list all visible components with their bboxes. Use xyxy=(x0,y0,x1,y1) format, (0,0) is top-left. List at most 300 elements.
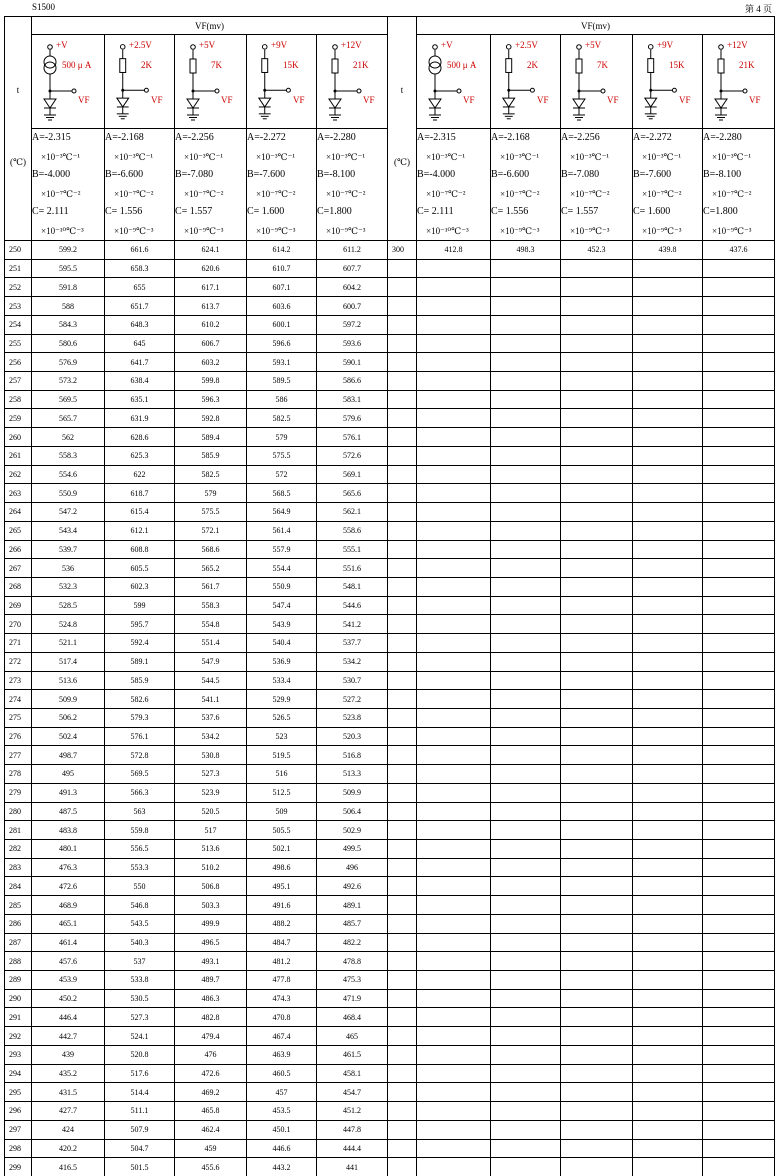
temperature-cell: 280 xyxy=(5,802,32,821)
empty-cell xyxy=(388,615,417,634)
vf-cell: 504.7 xyxy=(105,1139,175,1158)
table-row xyxy=(5,540,775,559)
empty-cell xyxy=(417,428,491,447)
vf-cell: 582.5 xyxy=(247,409,317,428)
empty-cell xyxy=(561,390,633,409)
temperature-cell: 289 xyxy=(5,971,32,990)
vf-cell: 548.1 xyxy=(317,577,388,596)
circuit-diagram xyxy=(247,35,317,129)
vf-label: VF xyxy=(293,95,305,105)
empty-cell xyxy=(417,802,491,821)
vf-cell: 617.1 xyxy=(175,278,247,297)
table-row xyxy=(5,559,775,578)
temperature-cell: 293 xyxy=(5,1045,32,1064)
coef-a: A=-2.280 xyxy=(317,132,356,143)
empty-cell xyxy=(417,484,491,503)
vf-cell: 537.7 xyxy=(317,634,388,653)
coef-b-unit: ×10⁻⁷℃⁻² xyxy=(500,188,540,199)
temperature-cell: 282 xyxy=(5,840,32,859)
vf-cell: 618.7 xyxy=(105,484,175,503)
circuit-diagram xyxy=(561,35,633,129)
empty-cell xyxy=(417,315,491,334)
vf-cell: 561.7 xyxy=(175,577,247,596)
vf-cell: 460.5 xyxy=(247,1064,317,1083)
coef-a-unit: ×10⁻³℃⁻¹ xyxy=(642,151,682,162)
coef-c: C=1.800 xyxy=(317,206,352,217)
vf-label: VF xyxy=(363,95,375,105)
vf-cell: 572.8 xyxy=(105,746,175,765)
empty-cell xyxy=(703,315,775,334)
coef-b-unit: ×10⁻⁷℃⁻² xyxy=(712,188,752,199)
vf-cell: 582.6 xyxy=(105,690,175,709)
vf-cell: 566.3 xyxy=(105,783,175,802)
vf-cell: 509.9 xyxy=(317,783,388,802)
empty-cell xyxy=(703,1045,775,1064)
vf-cell: 610.2 xyxy=(175,315,247,334)
empty-cell xyxy=(561,634,633,653)
empty-cell xyxy=(561,259,633,278)
vf-cell: 556.5 xyxy=(105,840,175,859)
empty-cell xyxy=(703,259,775,278)
empty-cell xyxy=(703,390,775,409)
temperature-cell: 253 xyxy=(5,297,32,316)
empty-cell xyxy=(703,652,775,671)
empty-cell xyxy=(388,634,417,653)
vf-cell: 624.1 xyxy=(175,241,247,260)
temperature-cell: 263 xyxy=(5,484,32,503)
circuit-diagram xyxy=(317,35,388,129)
empty-cell xyxy=(417,334,491,353)
vf-cell: 496.5 xyxy=(175,933,247,952)
vf-cell: 427.7 xyxy=(32,1102,105,1121)
vf-cell: 527.3 xyxy=(175,765,247,784)
coef-a-unit: ×10⁻³℃⁻¹ xyxy=(712,151,752,162)
vf-cell: 468.9 xyxy=(32,896,105,915)
empty-cell xyxy=(703,877,775,896)
vf-cell: 530.5 xyxy=(105,989,175,1008)
temperature-cell: 297 xyxy=(5,1120,32,1139)
empty-cell xyxy=(633,1120,703,1139)
empty-cell xyxy=(561,1083,633,1102)
temperature-cell: 296 xyxy=(5,1102,32,1121)
empty-cell xyxy=(388,727,417,746)
table-row xyxy=(5,390,775,409)
coef-a-unit: ×10⁻³℃⁻¹ xyxy=(256,151,296,162)
empty-cell xyxy=(703,596,775,615)
empty-cell xyxy=(491,1045,561,1064)
supply-label: +V xyxy=(441,40,453,50)
vf-cell: 576.1 xyxy=(317,428,388,447)
vf-cell: 499.9 xyxy=(175,914,247,933)
temperature-cell: 259 xyxy=(5,409,32,428)
empty-cell xyxy=(417,1120,491,1139)
empty-cell xyxy=(703,446,775,465)
vf-cell: 596.6 xyxy=(247,334,317,353)
empty-cell xyxy=(388,1083,417,1102)
empty-cell xyxy=(633,521,703,540)
empty-cell xyxy=(561,465,633,484)
element-label: 21K xyxy=(353,60,369,70)
vf-cell: 465.1 xyxy=(32,914,105,933)
empty-cell xyxy=(633,1064,703,1083)
empty-cell xyxy=(491,1064,561,1083)
empty-cell xyxy=(703,840,775,859)
temperature-cell: 287 xyxy=(5,933,32,952)
vf-cell: 588 xyxy=(32,297,105,316)
empty-cell xyxy=(561,521,633,540)
temperature-cell: 291 xyxy=(5,1008,32,1027)
vf-cell: 554.8 xyxy=(175,615,247,634)
vf-cell: 590.1 xyxy=(317,353,388,372)
vf-cell: 465.8 xyxy=(175,1102,247,1121)
empty-cell xyxy=(388,933,417,952)
vf-cell: 655 xyxy=(105,278,175,297)
empty-cell xyxy=(491,1008,561,1027)
vf-cell: 457 xyxy=(247,1083,317,1102)
vf-cell: 502.4 xyxy=(32,727,105,746)
vf-cell: 586 xyxy=(247,390,317,409)
temperature-cell: 274 xyxy=(5,690,32,709)
supply-label: +5V xyxy=(585,40,602,50)
vf-cell: 595.7 xyxy=(105,615,175,634)
vf-cell: 543.9 xyxy=(247,615,317,634)
vf-cell: 597.2 xyxy=(317,315,388,334)
coef-b: B=-4.000 xyxy=(417,169,456,180)
vf-cell: 530.8 xyxy=(175,746,247,765)
empty-cell xyxy=(491,503,561,522)
temperature-cell: 258 xyxy=(5,390,32,409)
empty-cell xyxy=(417,708,491,727)
vf-cell: 569.5 xyxy=(32,390,105,409)
vf-cell: 501.5 xyxy=(105,1158,175,1176)
empty-cell xyxy=(388,802,417,821)
empty-cell xyxy=(491,952,561,971)
vf-cell: 527.2 xyxy=(317,690,388,709)
vf-cell: 543.5 xyxy=(105,914,175,933)
empty-cell xyxy=(491,615,561,634)
empty-cell xyxy=(491,596,561,615)
empty-cell xyxy=(633,540,703,559)
empty-cell xyxy=(633,428,703,447)
vf-cell: 547.9 xyxy=(175,652,247,671)
vf-cell: 579.6 xyxy=(317,409,388,428)
vf-cell: 568.5 xyxy=(247,484,317,503)
header-page-number: 第 4 页 xyxy=(744,4,772,14)
vf-cell: 437.6 xyxy=(703,241,775,260)
empty-cell xyxy=(561,484,633,503)
table-row xyxy=(5,821,775,840)
table-row xyxy=(5,1027,775,1046)
vf-header-left: VF(mv) xyxy=(32,17,388,35)
vf-cell: 523.8 xyxy=(317,708,388,727)
empty-cell xyxy=(491,858,561,877)
vf-cell: 496 xyxy=(317,858,388,877)
vf-cell: 592.8 xyxy=(175,409,247,428)
vf-cell: 513.6 xyxy=(32,671,105,690)
vf-cell: 461.5 xyxy=(317,1045,388,1064)
empty-cell xyxy=(388,503,417,522)
empty-cell xyxy=(417,596,491,615)
empty-cell xyxy=(703,896,775,915)
empty-cell xyxy=(561,1102,633,1121)
empty-cell xyxy=(633,465,703,484)
empty-cell xyxy=(491,1158,561,1176)
vf-cell: 470.8 xyxy=(247,1008,317,1027)
table-row xyxy=(5,746,775,765)
coef-c-unit: ×10⁻⁹℃⁻³ xyxy=(184,225,224,236)
empty-cell xyxy=(491,540,561,559)
vf-cell: 520.8 xyxy=(105,1045,175,1064)
coef-a: A=-2.315 xyxy=(32,132,71,143)
vf-cell: 620.6 xyxy=(175,259,247,278)
element-label: 21K xyxy=(739,60,755,70)
vf-cell: 506.4 xyxy=(317,802,388,821)
header-model: S1500 xyxy=(32,2,56,12)
coef-c-unit: ×10⁻¹⁰℃⁻³ xyxy=(426,225,469,236)
coef-b-unit: ×10⁻⁷℃⁻² xyxy=(184,188,224,199)
supply-label: +2.5V xyxy=(129,40,152,50)
table-row xyxy=(5,1120,775,1139)
empty-cell xyxy=(703,1102,775,1121)
vf-table xyxy=(4,16,775,1176)
empty-cell xyxy=(633,746,703,765)
vf-cell: 524.8 xyxy=(32,615,105,634)
empty-cell xyxy=(388,914,417,933)
coef-a-unit: ×10⁻³℃⁻¹ xyxy=(500,151,540,162)
empty-cell xyxy=(633,840,703,859)
vf-cell: 553.3 xyxy=(105,858,175,877)
empty-cell xyxy=(633,877,703,896)
empty-cell xyxy=(703,615,775,634)
vf-cell: 491.3 xyxy=(32,783,105,802)
empty-cell xyxy=(388,540,417,559)
empty-cell xyxy=(633,1045,703,1064)
vf-cell: 517.4 xyxy=(32,652,105,671)
empty-cell xyxy=(561,727,633,746)
coef-b: B=-7.080 xyxy=(175,169,214,180)
vf-cell: 465 xyxy=(317,1027,388,1046)
empty-cell xyxy=(417,1158,491,1176)
empty-cell xyxy=(703,690,775,709)
vf-cell: 541.1 xyxy=(175,690,247,709)
vf-cell: 454.7 xyxy=(317,1083,388,1102)
empty-cell xyxy=(417,1102,491,1121)
table-row xyxy=(5,727,775,746)
vf-cell: 599.8 xyxy=(175,372,247,391)
empty-cell xyxy=(633,1008,703,1027)
empty-cell xyxy=(388,259,417,278)
vf-cell: 439 xyxy=(32,1045,105,1064)
vf-cell: 612.1 xyxy=(105,521,175,540)
corner-spacer xyxy=(388,17,417,35)
coef-b-unit: ×10⁻⁷℃⁻² xyxy=(114,188,154,199)
empty-cell xyxy=(561,409,633,428)
vf-cell: 487.5 xyxy=(32,802,105,821)
vf-cell: 589.1 xyxy=(105,652,175,671)
empty-cell xyxy=(561,615,633,634)
table-row xyxy=(5,765,775,784)
vf-cell: 604.2 xyxy=(317,278,388,297)
temperature-cell: 264 xyxy=(5,503,32,522)
vf-cell: 589.4 xyxy=(175,428,247,447)
temperature-cell: 284 xyxy=(5,877,32,896)
empty-cell xyxy=(491,1027,561,1046)
temperature-cell: 267 xyxy=(5,559,32,578)
vf-cell: 589.5 xyxy=(247,372,317,391)
empty-cell xyxy=(417,989,491,1008)
temperature-cell: 278 xyxy=(5,765,32,784)
coef-b: B=-8.100 xyxy=(703,169,742,180)
vf-cell: 576.1 xyxy=(105,727,175,746)
empty-cell xyxy=(417,278,491,297)
coef-a-unit: ×10⁻³℃⁻¹ xyxy=(426,151,466,162)
table-row xyxy=(5,1008,775,1027)
empty-cell xyxy=(633,821,703,840)
vf-cell: 484.7 xyxy=(247,933,317,952)
coef-c: C= 1.556 xyxy=(105,206,143,217)
supply-label: +12V xyxy=(727,40,748,50)
vf-cell: 450.2 xyxy=(32,989,105,1008)
element-label: 500 μ A xyxy=(447,60,477,70)
empty-cell xyxy=(491,840,561,859)
empty-cell xyxy=(633,971,703,990)
empty-cell xyxy=(388,428,417,447)
empty-cell xyxy=(561,577,633,596)
empty-cell xyxy=(561,559,633,578)
empty-cell xyxy=(561,1120,633,1139)
vf-cell: 424 xyxy=(32,1120,105,1139)
table-row xyxy=(5,446,775,465)
vf-cell: 573.2 xyxy=(32,372,105,391)
empty-cell xyxy=(417,896,491,915)
empty-cell xyxy=(703,933,775,952)
vf-cell: 622 xyxy=(105,465,175,484)
empty-cell xyxy=(703,989,775,1008)
vf-cell: 563 xyxy=(105,802,175,821)
empty-cell xyxy=(388,353,417,372)
empty-cell xyxy=(491,484,561,503)
vf-cell: 625.3 xyxy=(105,446,175,465)
vf-cell: 467.4 xyxy=(247,1027,317,1046)
coef-c-unit: ×10⁻¹⁰℃⁻³ xyxy=(41,225,84,236)
empty-cell xyxy=(417,634,491,653)
coef-b-unit: ×10⁻⁷℃⁻² xyxy=(642,188,682,199)
empty-cell xyxy=(417,1083,491,1102)
element-label: 2K xyxy=(527,60,538,70)
coef-c: C= 1.557 xyxy=(561,206,599,217)
table-row xyxy=(5,634,775,653)
vf-cell: 529.9 xyxy=(247,690,317,709)
empty-cell xyxy=(703,372,775,391)
empty-cell xyxy=(417,1139,491,1158)
vf-cell: 493.1 xyxy=(175,952,247,971)
temperature-cell: 300 xyxy=(388,241,417,260)
vf-cell: 517.6 xyxy=(105,1064,175,1083)
temperature-cell: 277 xyxy=(5,746,32,765)
vf-cell: 595.5 xyxy=(32,259,105,278)
vf-cell: 583.1 xyxy=(317,390,388,409)
empty-cell xyxy=(388,577,417,596)
empty-cell xyxy=(417,559,491,578)
vf-cell: 510.2 xyxy=(175,858,247,877)
empty-cell xyxy=(561,1027,633,1046)
empty-cell xyxy=(703,708,775,727)
empty-cell xyxy=(633,802,703,821)
table-row xyxy=(5,1102,775,1121)
vf-cell: 613.7 xyxy=(175,297,247,316)
empty-cell xyxy=(703,484,775,503)
empty-cell xyxy=(388,446,417,465)
empty-cell xyxy=(561,971,633,990)
empty-cell xyxy=(561,765,633,784)
vf-cell: 477.8 xyxy=(247,971,317,990)
temperature-cell: 266 xyxy=(5,540,32,559)
vf-cell: 485.7 xyxy=(317,914,388,933)
vf-cell: 593.6 xyxy=(317,334,388,353)
vf-cell: 540.4 xyxy=(247,634,317,653)
empty-cell xyxy=(561,896,633,915)
coef-a-unit: ×10⁻³℃⁻¹ xyxy=(570,151,610,162)
vf-cell: 533.4 xyxy=(247,671,317,690)
temperature-cell: 299 xyxy=(5,1158,32,1176)
vf-cell: 513.3 xyxy=(317,765,388,784)
temperature-cell: 290 xyxy=(5,989,32,1008)
element-label: 15K xyxy=(283,60,299,70)
vf-cell: 472.6 xyxy=(175,1064,247,1083)
temperature-cell: 295 xyxy=(5,1083,32,1102)
empty-cell xyxy=(703,914,775,933)
coefficient-cell xyxy=(561,129,633,241)
vf-cell: 474.3 xyxy=(247,989,317,1008)
empty-cell xyxy=(491,1083,561,1102)
coef-c: C= 1.600 xyxy=(247,206,285,217)
vf-cell: 651.7 xyxy=(105,297,175,316)
empty-cell xyxy=(388,484,417,503)
empty-cell xyxy=(703,802,775,821)
vf-cell: 480.1 xyxy=(32,840,105,859)
empty-cell xyxy=(417,390,491,409)
vf-cell: 476.3 xyxy=(32,858,105,877)
coef-c-unit: ×10⁻⁹℃⁻³ xyxy=(114,225,154,236)
empty-cell xyxy=(417,521,491,540)
vf-cell: 520.3 xyxy=(317,727,388,746)
empty-cell xyxy=(561,746,633,765)
vf-cell: 547.2 xyxy=(32,503,105,522)
empty-cell xyxy=(561,840,633,859)
empty-cell xyxy=(633,783,703,802)
empty-cell xyxy=(491,428,561,447)
vf-cell: 489.1 xyxy=(317,896,388,915)
supply-label: +5V xyxy=(199,40,216,50)
coefficient-cell xyxy=(105,129,175,241)
vf-cell: 517 xyxy=(175,821,247,840)
vf-cell: 446.4 xyxy=(32,1008,105,1027)
vf-cell: 478.8 xyxy=(317,952,388,971)
coef-b: B=-6.600 xyxy=(105,169,144,180)
empty-cell xyxy=(561,652,633,671)
empty-cell xyxy=(561,334,633,353)
empty-cell xyxy=(491,559,561,578)
vf-cell: 416.5 xyxy=(32,1158,105,1176)
empty-cell xyxy=(633,1083,703,1102)
coef-b-unit: ×10⁻⁷℃⁻² xyxy=(41,188,81,199)
empty-cell xyxy=(561,1139,633,1158)
vf-cell: 631.9 xyxy=(105,409,175,428)
empty-cell xyxy=(417,783,491,802)
vf-label: VF xyxy=(151,95,163,105)
empty-cell xyxy=(388,1139,417,1158)
empty-cell xyxy=(417,465,491,484)
